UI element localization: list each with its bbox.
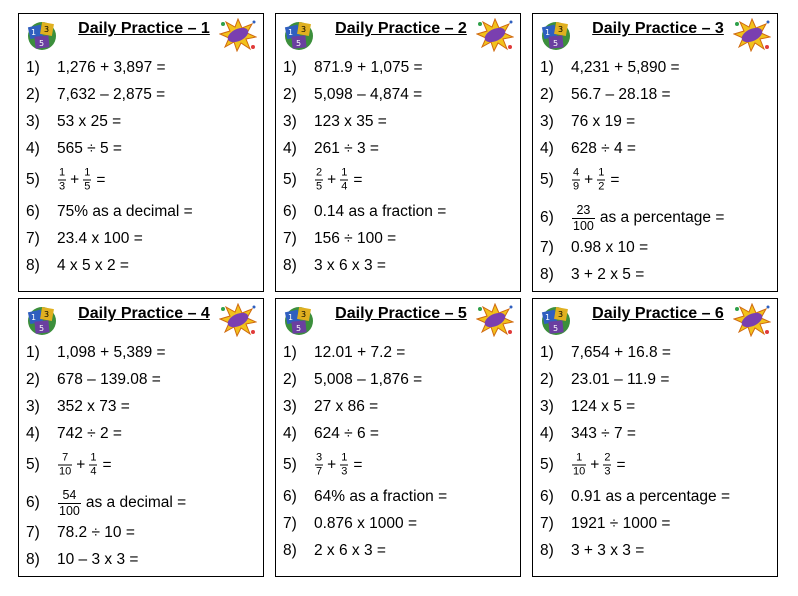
question-text: 261 ÷ 3 =	[314, 140, 379, 157]
fraction	[572, 453, 586, 478]
denominator: 5	[316, 180, 323, 193]
question-text: as a decimal =	[85, 494, 187, 511]
svg-text:3: 3	[44, 310, 50, 319]
question-1	[533, 341, 777, 365]
practice-card-5	[275, 298, 521, 577]
practice-card-2	[275, 13, 521, 292]
question-number: 2)	[540, 86, 554, 103]
question-2	[533, 368, 777, 392]
equals-sign: =	[616, 456, 626, 473]
card-title: Daily Practice – 6	[592, 305, 724, 322]
fraction	[597, 168, 605, 193]
maths-starburst-icon	[476, 18, 514, 52]
question-2	[19, 83, 263, 107]
svg-text:5: 5	[296, 324, 302, 333]
svg-text:3: 3	[558, 25, 564, 34]
question-number: 8)	[540, 542, 554, 559]
question-text: 23.4 x 100 =	[57, 230, 143, 247]
question-number: 7)	[283, 515, 297, 532]
fraction-sum	[571, 453, 626, 478]
svg-text:3: 3	[44, 25, 50, 34]
maths-starburst-icon	[476, 303, 514, 337]
question-number: 2)	[26, 371, 40, 388]
question-text: 53 x 25 =	[57, 113, 122, 130]
denominator: 3	[604, 465, 611, 478]
question-number: 1)	[283, 59, 297, 76]
question-4	[276, 422, 520, 446]
question-5	[276, 168, 520, 192]
denominator: 100	[573, 218, 594, 233]
numerator: 23	[576, 203, 591, 217]
numerator: 1	[341, 451, 348, 464]
practice-card-3	[532, 13, 778, 292]
question-8	[276, 539, 520, 563]
numerator: 1	[90, 451, 97, 464]
question-6	[19, 489, 263, 517]
question-number: 1)	[26, 59, 40, 76]
question-6	[276, 485, 520, 509]
question-text: 1921 ÷ 1000 =	[571, 515, 671, 532]
svg-text:1: 1	[31, 313, 37, 322]
question-text: 78.2 ÷ 10 =	[57, 524, 135, 541]
fraction	[58, 453, 72, 478]
question-5	[533, 453, 777, 477]
question-text: 742 ÷ 2 =	[57, 425, 122, 442]
question-2	[276, 368, 520, 392]
question-text: 3 + 3 x 3 =	[571, 542, 645, 559]
fraction-sum	[57, 453, 112, 478]
question-2	[533, 83, 777, 107]
question-number: 6)	[540, 488, 554, 505]
question-text: 871.9 + 1,075 =	[314, 59, 423, 76]
question-number: 7)	[540, 239, 554, 256]
denominator: 9	[573, 180, 580, 193]
question-number: 3)	[540, 398, 554, 415]
question-number: 1)	[283, 344, 297, 361]
fraction-sum	[571, 168, 619, 193]
question-number: 3)	[26, 113, 40, 130]
numerator: 2	[316, 166, 323, 179]
operator: +	[584, 171, 594, 188]
svg-text:1: 1	[545, 313, 551, 322]
fraction-sum	[57, 168, 105, 193]
question-text: 343 ÷ 7 =	[571, 425, 636, 442]
question-7	[533, 236, 777, 260]
fraction	[340, 168, 348, 193]
svg-text:1: 1	[288, 313, 294, 322]
question-text: 123 x 35 =	[314, 113, 387, 130]
question-number: 1)	[540, 344, 554, 361]
question-4	[19, 422, 263, 446]
svg-text:5: 5	[553, 39, 559, 48]
question-7	[19, 521, 263, 545]
question-7	[19, 227, 263, 251]
fraction	[315, 453, 323, 478]
svg-text:3: 3	[301, 25, 307, 34]
question-number: 4)	[540, 140, 554, 157]
svg-text:1: 1	[545, 28, 551, 37]
question-text: 7,632 – 2,875 =	[57, 86, 166, 103]
fraction-sum	[314, 168, 362, 193]
question-text: 4 x 5 x 2 =	[57, 257, 129, 274]
question-1	[533, 56, 777, 80]
question-number: 8)	[283, 542, 297, 559]
denominator: 5	[84, 180, 91, 193]
question-number: 3)	[26, 398, 40, 415]
fraction	[603, 453, 611, 478]
question-1	[276, 56, 520, 80]
maths-starburst-icon	[219, 18, 257, 52]
question-3	[276, 110, 520, 134]
question-4	[276, 137, 520, 161]
question-text: 156 ÷ 100 =	[314, 230, 397, 247]
question-1	[276, 341, 520, 365]
numerator: 54	[62, 488, 77, 502]
question-1	[19, 341, 263, 365]
svg-text:3: 3	[558, 310, 564, 319]
question-4	[533, 422, 777, 446]
math-numbers-cluster-icon	[25, 303, 59, 337]
question-text: 12.01 + 7.2 =	[314, 344, 406, 361]
question-2	[276, 83, 520, 107]
question-number: 7)	[26, 230, 40, 247]
fraction	[83, 168, 91, 193]
question-text: 0.876 x 1000 =	[314, 515, 417, 532]
question-text: 628 ÷ 4 =	[571, 140, 636, 157]
question-number: 5)	[26, 171, 40, 188]
question-number: 5)	[26, 456, 40, 473]
question-number: 6)	[283, 488, 297, 505]
question-number: 3)	[283, 398, 297, 415]
question-text: 624 ÷ 6 =	[314, 425, 379, 442]
question-text: as a percentage =	[599, 209, 725, 226]
numerator: 4	[573, 166, 580, 179]
denominator: 7	[316, 465, 323, 478]
card-title: Daily Practice – 3	[592, 20, 724, 37]
question-number: 3)	[283, 113, 297, 130]
question-text: 5,008 – 1,876 =	[314, 371, 423, 388]
question-number: 2)	[283, 371, 297, 388]
question-6	[276, 200, 520, 224]
denominator: 3	[59, 180, 66, 193]
denominator: 10	[59, 465, 72, 478]
practice-card-6	[532, 298, 778, 577]
card-title: Daily Practice – 5	[335, 305, 467, 322]
svg-text:5: 5	[39, 324, 45, 333]
question-4	[19, 137, 263, 161]
question-text: 76 x 19 =	[571, 113, 636, 130]
operator: +	[590, 456, 600, 473]
question-text: 10 – 3 x 3 =	[57, 551, 139, 568]
question-text: 678 – 139.08 =	[57, 371, 161, 388]
denominator: 4	[341, 180, 348, 193]
denominator: 10	[573, 465, 586, 478]
question-text: 27 x 86 =	[314, 398, 379, 415]
question-number: 4)	[283, 425, 297, 442]
numerator: 1	[598, 166, 605, 179]
question-number: 6)	[540, 209, 554, 226]
fraction-question	[57, 489, 186, 517]
denominator: 2	[598, 180, 605, 193]
card-title: Daily Practice – 1	[78, 20, 210, 37]
svg-text:5: 5	[296, 39, 302, 48]
question-3	[533, 395, 777, 419]
question-5	[19, 168, 263, 192]
math-numbers-cluster-icon	[539, 18, 573, 52]
question-number: 3)	[540, 113, 554, 130]
operator: +	[327, 171, 337, 188]
svg-text:5: 5	[553, 324, 559, 333]
operator: +	[76, 456, 86, 473]
question-number: 4)	[283, 140, 297, 157]
svg-text:1: 1	[31, 28, 37, 37]
question-3	[19, 110, 263, 134]
question-2	[19, 368, 263, 392]
question-3	[19, 395, 263, 419]
question-5	[533, 168, 777, 192]
question-text: 352 x 73 =	[57, 398, 130, 415]
question-text: 0.14 as a fraction =	[314, 203, 447, 220]
card-title: Daily Practice – 4	[78, 305, 210, 322]
question-text: 75% as a decimal =	[57, 203, 193, 220]
denominator: 100	[59, 503, 80, 518]
fraction	[58, 168, 66, 193]
question-text: 7,654 + 16.8 =	[571, 344, 671, 361]
question-6	[533, 485, 777, 509]
question-6	[19, 200, 263, 224]
fraction	[572, 204, 595, 232]
numerator: 3	[316, 451, 323, 464]
question-text: 1,276 + 3,897 =	[57, 59, 166, 76]
card-title: Daily Practice – 2	[335, 20, 467, 37]
question-number: 5)	[540, 171, 554, 188]
fraction	[89, 453, 97, 478]
question-8	[533, 263, 777, 287]
question-1	[19, 56, 263, 80]
question-text: 23.01 – 11.9 =	[571, 371, 670, 388]
question-7	[276, 512, 520, 536]
question-number: 5)	[283, 171, 297, 188]
question-text: 4,231 + 5,890 =	[571, 59, 680, 76]
question-8	[19, 548, 263, 572]
question-number: 4)	[540, 425, 554, 442]
question-number: 7)	[26, 524, 40, 541]
math-numbers-cluster-icon	[539, 303, 573, 337]
question-number: 8)	[540, 266, 554, 283]
math-numbers-cluster-icon	[282, 18, 316, 52]
question-number: 8)	[283, 257, 297, 274]
svg-text:1: 1	[288, 28, 294, 37]
numerator: 1	[84, 166, 91, 179]
question-text: 64% as a fraction =	[314, 488, 448, 505]
numerator: 1	[576, 451, 583, 464]
equals-sign: =	[353, 171, 363, 188]
maths-starburst-icon	[733, 303, 771, 337]
question-number: 7)	[540, 515, 554, 532]
svg-text:3: 3	[301, 310, 307, 319]
numerator: 1	[341, 166, 348, 179]
question-text: 2 x 6 x 3 =	[314, 542, 386, 559]
question-text: 5,098 – 4,874 =	[314, 86, 423, 103]
equals-sign: =	[96, 171, 106, 188]
fraction	[572, 168, 580, 193]
operator: +	[70, 171, 80, 188]
question-text: 124 x 5 =	[571, 398, 636, 415]
practice-card-4	[18, 298, 264, 577]
question-text: 3 + 2 x 5 =	[571, 266, 645, 283]
question-text: 56.7 – 28.18 =	[571, 86, 671, 103]
question-8	[276, 254, 520, 278]
numerator: 7	[62, 451, 69, 464]
question-text: 0.98 x 10 =	[571, 239, 649, 256]
question-number: 2)	[283, 86, 297, 103]
question-3	[533, 110, 777, 134]
denominator: 3	[341, 465, 348, 478]
question-6	[533, 204, 777, 232]
maths-starburst-icon	[733, 18, 771, 52]
equals-sign: =	[353, 456, 363, 473]
question-number: 5)	[540, 456, 554, 473]
math-numbers-cluster-icon	[25, 18, 59, 52]
question-text: 1,098 + 5,389 =	[57, 344, 166, 361]
question-7	[533, 512, 777, 536]
question-number: 4)	[26, 425, 40, 442]
svg-text:5: 5	[39, 39, 45, 48]
question-number: 8)	[26, 551, 40, 568]
question-8	[533, 539, 777, 563]
denominator: 4	[90, 465, 97, 478]
question-text: 0.91 as a percentage =	[571, 488, 730, 505]
math-numbers-cluster-icon	[282, 303, 316, 337]
numerator: 1	[59, 166, 66, 179]
practice-card-1	[18, 13, 264, 292]
fraction-sum	[314, 453, 362, 478]
question-5	[276, 453, 520, 477]
question-7	[276, 227, 520, 251]
question-text: 3 x 6 x 3 =	[314, 257, 386, 274]
question-number: 5)	[283, 456, 297, 473]
question-number: 4)	[26, 140, 40, 157]
question-number: 8)	[26, 257, 40, 274]
question-number: 6)	[26, 203, 40, 220]
question-4	[533, 137, 777, 161]
question-3	[276, 395, 520, 419]
question-8	[19, 254, 263, 278]
question-number: 2)	[26, 86, 40, 103]
question-number: 2)	[540, 371, 554, 388]
fraction	[315, 168, 323, 193]
fraction	[58, 489, 81, 517]
equals-sign: =	[102, 456, 112, 473]
question-number: 7)	[283, 230, 297, 247]
equals-sign: =	[610, 171, 620, 188]
maths-starburst-icon	[219, 303, 257, 337]
fraction-question	[571, 204, 724, 232]
question-number: 1)	[540, 59, 554, 76]
question-number: 6)	[26, 494, 40, 511]
question-number: 1)	[26, 344, 40, 361]
fraction	[340, 453, 348, 478]
operator: +	[327, 456, 337, 473]
question-5	[19, 453, 263, 477]
question-number: 6)	[283, 203, 297, 220]
numerator: 2	[604, 451, 611, 464]
question-text: 565 ÷ 5 =	[57, 140, 122, 157]
